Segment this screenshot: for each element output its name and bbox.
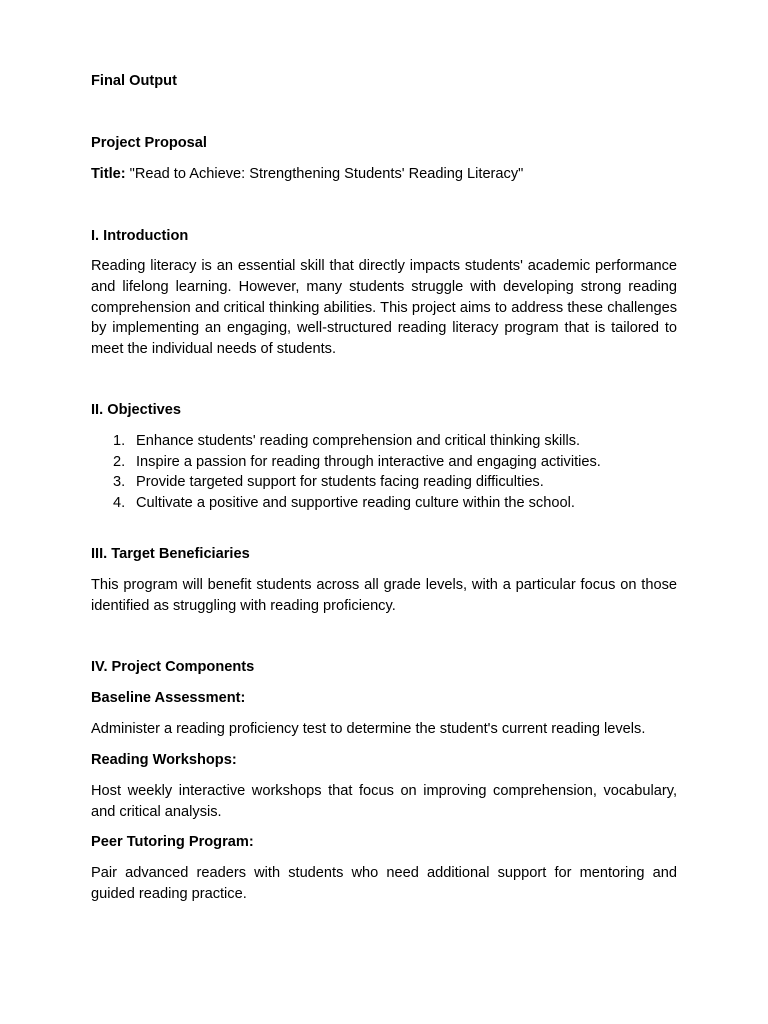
list-item-number: 1.: [113, 433, 126, 449]
heading-target-beneficiaries: III. Target Beneficiaries: [91, 546, 250, 562]
list-item: [91, 452, 677, 473]
list-item-text: Enhance students' reading comprehension and critical thinking skills.: [136, 433, 581, 449]
introduction-paragraph: Reading literacy is an essential skill that directly impacts students' academic performance and lifelong learning. However, many students struggle with developing strong reading comprehension and critical thinking abilities. This project aims to address these challenges by implementing an engaging, well-structured reading literacy program that is tailored to meet the individual needs of students.: [91, 258, 677, 358]
heading-objectives: II. Objectives: [91, 402, 182, 418]
tutoring-paragraph: Pair advanced readers with students who need additional support for mentoring and guided reading practice.: [91, 865, 677, 902]
objectives-list: [91, 431, 677, 513]
heading-project-components: IV. Project Components: [91, 659, 255, 675]
list-item-text: Cultivate a positive and supportive reading culture within the school.: [136, 494, 575, 511]
heading-final-output: Final Output: [91, 73, 177, 89]
list-item-text: Provide targeted support for students facing reading difficulties.: [136, 474, 544, 491]
list-item: [91, 472, 677, 493]
list-item-number: 4.: [113, 494, 126, 511]
heading-introduction: I. Introduction: [91, 228, 189, 244]
list-item-number: 3.: [113, 474, 126, 491]
beneficiaries-paragraph: This program will benefit students across all grade levels, with a particular focus on those identified as struggling with reading proficiency.: [91, 577, 677, 614]
list-item: [91, 431, 677, 452]
title-value: "Read to Achieve: Strengthening Students' Reading Literacy": [125, 166, 524, 182]
list-item: [91, 493, 677, 514]
heading-baseline-assessment: Baseline Assessment:: [91, 690, 246, 706]
heading-peer-tutoring: Peer Tutoring Program:: [91, 834, 254, 850]
list-item-number: 2.: [113, 453, 126, 470]
baseline-paragraph: Administer a reading proficiency test to determine the student's current reading levels.: [91, 721, 646, 737]
workshops-paragraph: Host weekly interactive workshops that focus on improving comprehension, vocabulary, and critical analysis.: [91, 783, 677, 820]
list-item-text: Inspire a passion for reading through interactive and engaging activities.: [136, 453, 601, 470]
heading-project-proposal: Project Proposal: [91, 135, 207, 151]
title-line: [91, 166, 523, 182]
title-label: Title:: [91, 166, 126, 182]
heading-reading-workshops: Reading Workshops:: [91, 752, 237, 768]
